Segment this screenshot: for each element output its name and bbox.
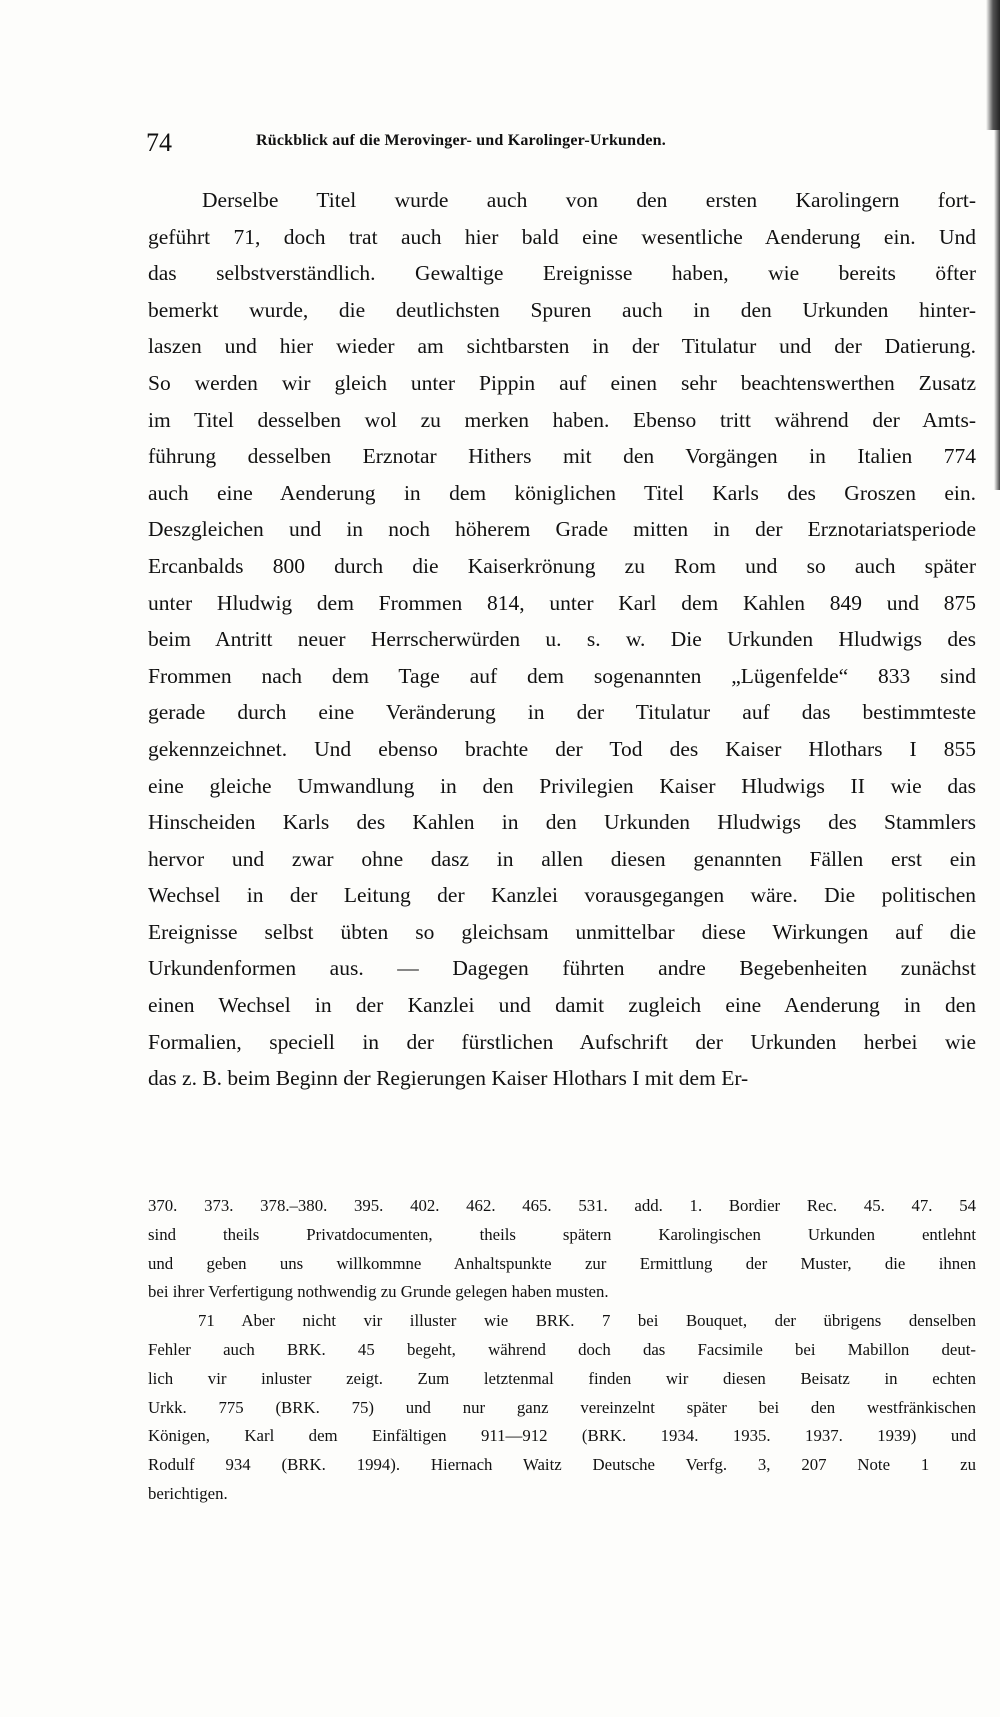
text-line: gekennzeichnet. Und ebenso brachte der Tod des Kaiser Hlothars I 855 <box>148 736 976 761</box>
text-line: bemerkt wurde, die deutlichsten Spuren auch in den Urkunden hinter- <box>148 297 976 322</box>
footnote-line: und geben uns willkommne Anhaltspunkte zur Ermittlung der Muster, die ihnen <box>148 1253 976 1273</box>
text-line: geführt 71, doch trat auch hier bald eine wesentliche Aenderung ein. Und <box>148 224 976 249</box>
running-head: Rückblick auf die Merovinger- und Karolinger-Urkunden. <box>256 132 666 149</box>
text-line: führung desselben Erznotar Hithers mit den Vorgängen in Italien 774 <box>148 444 976 469</box>
text-line: gerade durch eine Veränderung in der Titulatur auf das bestimmteste <box>148 700 976 725</box>
text-line: So werden wir gleich unter Pippin auf einen sehr beachtenswerthen Zusatz <box>148 370 976 395</box>
text-line: hervor und zwar ohne dasz in allen diesen genannten Fällen erst ein <box>148 846 976 871</box>
text-line: Formalien, speciell in der fürstlichen Aufschrift der Urkunden herbei wie <box>148 1029 976 1054</box>
footnote-line: berichtigen. <box>148 1483 228 1503</box>
page-header <box>146 128 866 162</box>
text-line: beim Antritt neuer Herrscherwürden u. s. w. Die Urkunden Hludwigs des <box>148 627 976 652</box>
text-line: das z. B. beim Beginn der Regierungen Kaiser Hlothars I mit dem Er- <box>148 1066 749 1091</box>
footnote-line: bei ihrer Verfertigung nothwendig zu Grunde gelegen haben musten. <box>148 1282 609 1302</box>
text-line: Derselbe Titel wurde auch von den ersten Karolingern fort- <box>202 188 976 212</box>
footnote-line: Rodulf 934 (BRK. 1994). Hiernach Waitz Deutsche Verfg. 3, 207 Note 1 zu <box>148 1455 976 1475</box>
text-line: eine gleiche Umwandlung in den Privilegien Kaiser Hludwigs II wie das <box>148 773 976 798</box>
footnote-line: lich vir inluster zeigt. Zum letztenmal finden wir diesen Beisatz in echten <box>148 1368 976 1388</box>
text-line: Ercanbalds 800 durch die Kaiserkrönung zu Rom und so auch später <box>148 553 976 578</box>
footnote-line: Fehler auch BRK. 45 begeht, während doch das Facsimile bei Mabillon deut- <box>148 1339 976 1359</box>
text-line: das selbstverständlich. Gewaltige Ereignisse haben, wie bereits öfter <box>148 261 976 286</box>
page-edge-shadow-lower <box>994 130 1000 490</box>
text-line: Wechsel in der Leitung der Kanzlei vorausgegangen wäre. Die politischen <box>148 883 976 908</box>
text-line: Ereignisse selbst übten so gleichsam unmittelbar diese Wirkungen auf die <box>148 919 976 944</box>
footnote-line: 370. 373. 378.–380. 395. 402. 462. 465. 531. add. 1. Bordier Rec. 45. 47. 54 <box>148 1196 976 1215</box>
page-edge-shadow <box>986 0 1000 130</box>
footnote-line: Urkk. 775 (BRK. 75) und nur ganz vereinzelnt später bei den westfränkischen <box>148 1397 976 1417</box>
footnotes <box>148 1192 976 1509</box>
footnote-line: Königen, Karl dem Einfältigen 911—912 (BRK. 1934. 1935. 1937. 1939) und <box>148 1426 976 1446</box>
text-line: einen Wechsel in der Kanzlei und damit zugleich eine Aenderung in den <box>148 993 976 1018</box>
text-line: auch eine Aenderung in dem königlichen Titel Karls des Groszen ein. <box>148 480 976 505</box>
footnote-line: sind theils Privatdocumenten, theils spätern Karolingischen Urkunden entlehnt <box>148 1224 976 1244</box>
main-text <box>148 182 976 1097</box>
text-line: Frommen nach dem Tage auf dem sogenannten „Lügenfelde“ 833 sind <box>148 663 976 688</box>
text-line: laszen und hier wieder am sichtbarsten in der Titulatur und der Datierung. <box>148 334 976 359</box>
page-number: 74 <box>146 128 172 157</box>
text-line: Hinscheiden Karls des Kahlen in den Urkunden Hludwigs des Stammlers <box>148 810 976 835</box>
text-line: im Titel desselben wol zu merken haben. Ebenso tritt während der Amts- <box>148 407 976 432</box>
footnote-71-start: 71 Aber nicht vir illuster wie BRK. 7 bei Bouquet, der übrigens denselben <box>198 1311 976 1331</box>
text-line: Urkundenformen aus. — Dagegen führten andre Begebenheiten zunächst <box>148 956 976 981</box>
text-line: Deszgleichen und in noch höherem Grade mitten in der Erznotariatsperiode <box>148 517 976 542</box>
text-line: unter Hludwig dem Frommen 814, unter Karl dem Kahlen 849 und 875 <box>148 590 976 615</box>
